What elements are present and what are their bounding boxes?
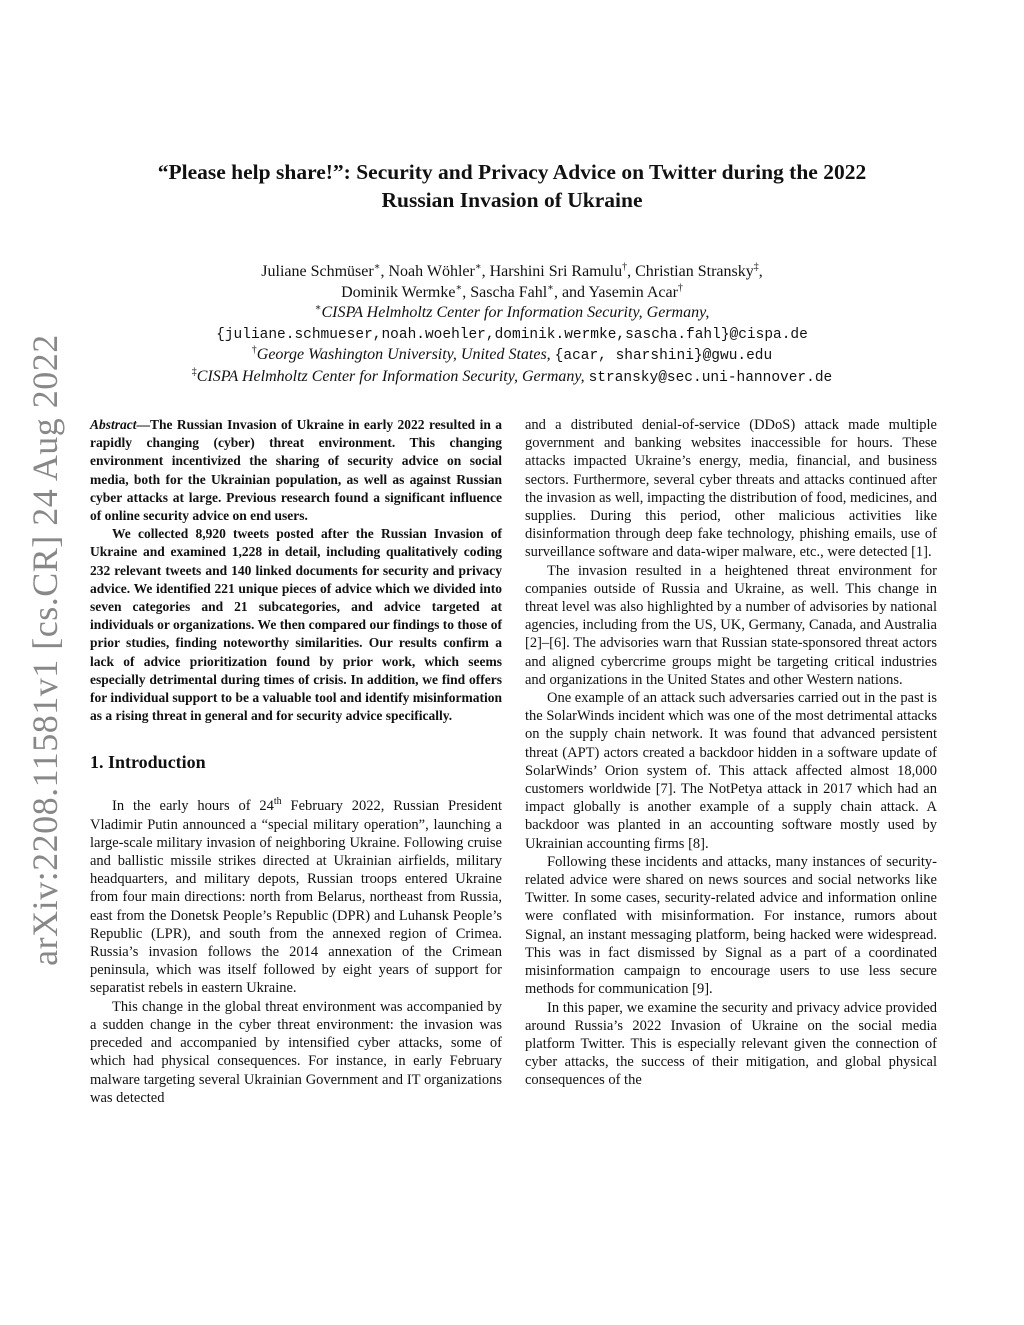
right-column	[525, 416, 937, 1090]
author-name: Juliane Schmüser	[261, 263, 374, 280]
author-line-1	[120, 262, 904, 283]
affiliation-mark: ∗	[474, 261, 482, 273]
affiliation-3	[120, 367, 904, 389]
affiliation-mark: ∗	[373, 261, 381, 273]
email-list: {juliane.schmueser,noah.woehler,dominik.wermke,sascha.fahl}@cispa.de	[216, 326, 808, 343]
affiliation-1-emails	[120, 324, 904, 346]
intro-paragraph-7: In this paper, we examine the security and privacy advice provided around Russia’s 2022 Invasion of Ukraine on the social media platform Twitter. This is especially relevant given the connection of cyber attacks, the success of their mitigation, and global physical consequences of the	[525, 999, 937, 1089]
affiliation-1	[120, 303, 904, 324]
abstract-paragraph-1	[90, 416, 502, 525]
arxiv-identifier: arXiv:2208.11581v1 [cs.CR] 24 Aug 2022	[25, 334, 65, 966]
author-name: Dominik Wermke	[341, 283, 456, 301]
title-line-1: “Please help share!”: Security and Privacy Advice on Twitter during the 2022	[157, 160, 867, 184]
intro-paragraph-2: This change in the global threat environment was accompanied by a sudden change in the cyber threat environment: the invasion was preceded and accompanied by intensified cyber attacks, some of which had physical consequences. For instance, in early February malware targeting several Ukrainian Government and IT organizations was detected	[90, 998, 502, 1106]
author-name: , and Yasemin Acar	[553, 283, 678, 301]
author-separator: ,	[758, 263, 763, 280]
affiliation-text: George Washington University, United States,	[256, 346, 555, 363]
author-name: , Noah Wöhler	[380, 263, 475, 280]
title-line-2: Russian Invasion of Ukraine	[381, 188, 643, 212]
paper-title	[100, 158, 924, 214]
affiliation-text: CISPA Helmholtz Center for Information Security, Germany,	[196, 367, 589, 385]
affiliation-mark: ∗	[547, 282, 554, 294]
author-name: , Christian Stransky	[627, 263, 754, 280]
author-line-2	[120, 283, 904, 304]
section-heading-introduction: 1. Introduction	[90, 752, 206, 773]
affiliation-mark: ∗	[314, 302, 322, 314]
affiliation-text: CISPA Helmholtz Center for Information Security, Germany,	[321, 304, 710, 321]
ordinal-suffix: th	[273, 796, 282, 808]
abstract-paragraph-2: We collected 8,920 tweets posted after the Russian Invasion of Ukraine and examined 1,228 in detail, including qualitatively coding 232 relevant tweets and 140 linked documents for security and privacy advice. We identified 221 unique pieces of advice which we divided into seven categories and 21 subcategories, and advice targeted at individuals or organizations. We then compared our findings to those of prior studies, finding noteworthy similarities. Our results confirm a lack of advice prioritization found by prior work, which seems especially detrimental during times of crisis. In addition, we find offers for individual support to be a valuable tool and identify misinformation as a rising threat in general and for security advice specifically.	[90, 526, 502, 724]
intro-paragraph-6: Following these incidents and attacks, many instances of security-related advice were shared on news sources and social networks like Twitter. In some cases, security-related advice and information online were conflated with misinformation. For instance, rumors about Signal, an instant messaging platform, being hacked were widespread. This was in fact dismissed by Signal as a part of a coordinated misinformation campaign to encourage users to use less secure methods for communication [9].	[525, 853, 937, 998]
email-list: {acar, sharshini}@gwu.edu	[554, 348, 773, 364]
affiliation-mark: †	[677, 282, 683, 294]
arxiv-sidebar	[20, 334, 70, 966]
left-column	[90, 416, 502, 1107]
abstract-text: —The Russian Invasion of Ukraine in early 2022 resulted in a rapidly changing (cyber) threat environment. This changing environment incentivized the sharing of security advice on social media, both for the Ukrainian population, as well as against Russian cyber attacks at large. Previous research found a significant influence of online security advice on end users.	[90, 417, 502, 524]
intro-paragraph-5: One example of an attack such adversaries carried out in the past is the SolarWinds incident which was one of the most detrimental attacks on the supply chain network. It was found that advanced persistent threat (APT) actors created a backdoor hidden in a software update of SolarWinds’ Orion system of. This attack affected almost 18,000 customers worldwide [7]. The NotPetya attack in 2017 which had an impact globally is another example of a supply chain attack. A backdoor was planted in an accounting software mostly used by Ukrainian accounting firms [8].	[525, 690, 937, 852]
affiliation-mark: †	[622, 261, 628, 273]
affiliation-mark: ‡	[753, 261, 759, 273]
affiliation-mark: ‡	[191, 366, 197, 378]
intro-paragraph-1	[90, 797, 502, 997]
abstract-label: Abstract	[90, 417, 137, 432]
intro-text: February 2022, Russian President Vladimir Putin announced a “special military operation”, launching a large-scale military invasion of neighboring Ukraine. Following cruise and ballistic missile strikes directed at Ukrainian airfields, military headquarters, and military depots, Russian troops entered Ukraine from four main directions: north from Belarus, northeast from Russia, east from the Donetsk People’s Republic (DPR) and Luhansk People’s Republic (LPR), and south from the annexed region of Crimea. Russia’s invasion follows the 2014 annexation of the Crimean peninsula, which was itself followed by eight years of support for separatist rebels in eastern Ukraine.	[90, 798, 502, 997]
author-block	[120, 262, 904, 388]
email-list: stransky@sec.uni-hannover.de	[588, 369, 833, 386]
affiliation-2	[120, 345, 904, 367]
author-name: , Sascha Fahl	[462, 283, 548, 301]
affiliation-mark: ∗	[455, 282, 463, 294]
author-name: , Harshini Sri Ramulu	[481, 263, 623, 280]
intro-text: In the early hours of 24	[112, 798, 274, 815]
intro-paragraph-3: and a distributed denial-of-service (DDoS) attack made multiple government and banking websites inaccessible for hours. These attacks impacted Ukraine’s energy, media, financial, and business sectors. Furthermore, several cyber threats and attacks continued after the invasion as well, impacting the distribution of food, medicines, and supplies. During this period, other malicious activities like disinformation through deep fake technology, phishing emails, use of surveillance software and data-wiper malware, etc., were detected [1].	[525, 417, 937, 561]
abstract	[90, 416, 502, 725]
intro-paragraph-4: The invasion resulted in a heightened threat environment for companies outside of Russia and Ukraine, as well. This change in threat level was also highlighted by a number of advisories by national agencies, including from the US, UK, Germany, Canada, and Australia [2]–[6]. The advisories warn that Russian state-sponsored threat actors and aligned cybercrime groups might be targeting critical industries and organizations in the United States and other Western nations.	[525, 562, 937, 688]
affiliation-mark: †	[251, 344, 257, 356]
